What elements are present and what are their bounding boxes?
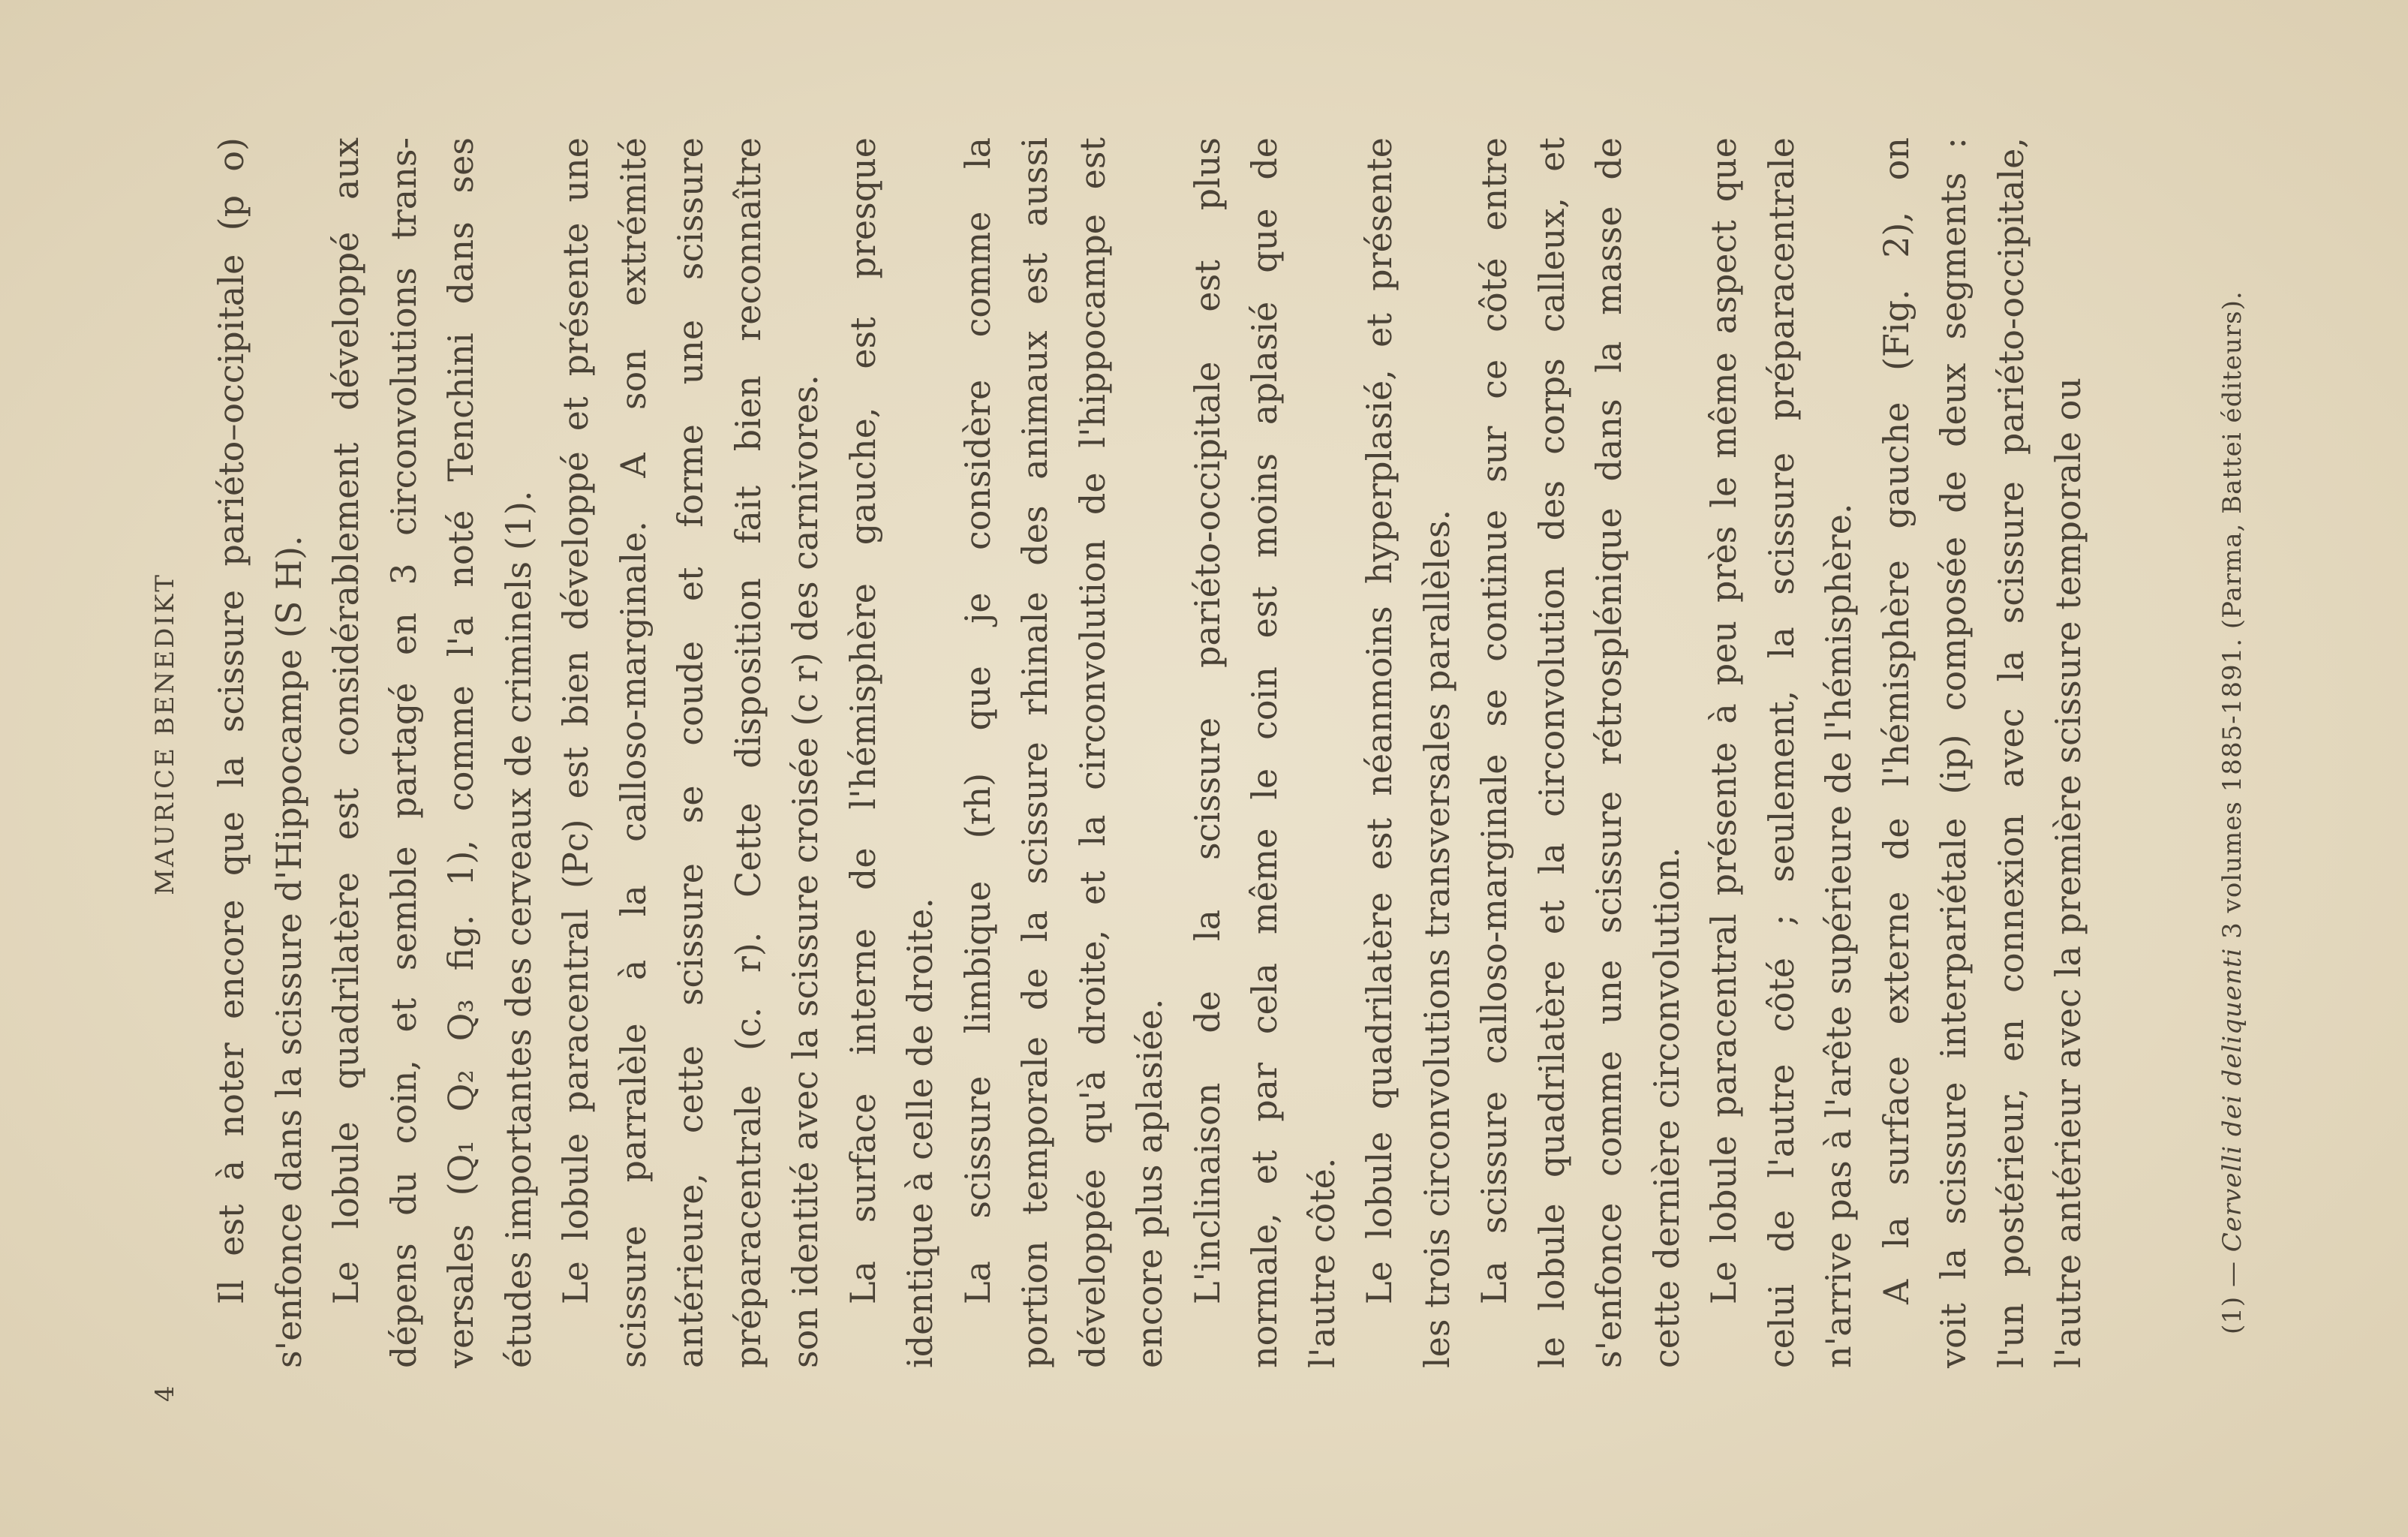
text-line: préparacentrale (c. r). Cette disposition fait bien reconnaître: [727, 137, 768, 1368]
footnote-marker: (1) —: [2217, 1261, 2247, 1334]
text-line: A la surface externe de l'hémisphère gauche (Fig. 2), on: [1875, 137, 1916, 1304]
text-line: antérieure, cette scissure se coude et forme une scissure: [670, 137, 711, 1368]
text-line: son identité avec la scissure croisée (c r) des carnivores.: [785, 374, 825, 1368]
body-text: [203, 137, 2097, 1368]
text-line: voit la scissure interpariétale (ip) composée de deux segments :: [1933, 137, 1974, 1368]
footnote-title: Cervelli dei deliquenti: [2217, 947, 2247, 1253]
text-line: normale, et par cela même le coin est moins aplasié que de: [1244, 137, 1285, 1368]
text-line: s'enfonce dans la scissure d'Hippocampe (S H).: [268, 535, 309, 1368]
text-line: les trois circonvolutions transversales parallèles.: [1416, 509, 1457, 1368]
text-line: La scissure calloso-marginale se continue sur ce côté entre: [1474, 137, 1514, 1304]
text-line: scissure parralèle à la calloso-marginale. A son extrémité: [612, 137, 654, 1368]
text-line: l'un postérieur, en connexion avec la scissure pariéto-occipitale,: [1990, 137, 2031, 1368]
text-line: l'autre antérieur avec la première scissure temporale ou: [2048, 377, 2088, 1368]
text-line: études importantes des cerveaux de criminels (1).: [498, 490, 539, 1368]
text-line: Le lobule quadrilatère est considérablement développé aux: [326, 137, 366, 1304]
page-header: [150, 66, 180, 1402]
text-line: cette dernière circonvolution.: [1646, 847, 1687, 1368]
text-line: La surface interne de l'hémisphère gauche, est presque: [842, 137, 883, 1304]
running-head: MAURICE BENEDIKT: [150, 573, 180, 895]
text-line: Le lobule quadrilatère est néanmoins hyperplasié, et présente: [1359, 137, 1399, 1304]
text-line: celui de l'autre côté ; seulement, la scissure préparacentrale: [1760, 137, 1802, 1368]
text-line: portion temporale de la scissure rhinale des animaux est aussi: [1015, 137, 1055, 1368]
text-line: identique à celle de droite.: [900, 898, 940, 1368]
text-line: L'inclinaison de la scissure pariéto-occipitale est plus: [1186, 137, 1228, 1304]
text-line: l'autre côté.: [1301, 1157, 1342, 1368]
text-line: Le lobule paracentral (Pc) est bien développé et présente une: [555, 137, 596, 1304]
text-line: La scissure limbique (rh) que je considère comme la: [957, 137, 998, 1304]
text-line: le lobule quadrilatère et la circonvolution des corps calleux, et: [1531, 137, 1572, 1368]
text-line: s'enfonce comme une scissure rétrosplénique dans la masse de: [1589, 137, 1629, 1368]
page-number: 4: [150, 1385, 180, 1402]
text-line: Il est à noter encore que la scissure pariéto–occipitale (p o): [211, 137, 251, 1304]
text-line: encore plus aplasiée.: [1129, 998, 1170, 1368]
text-line: n'arrive pas à l'arête supérieure de l'hémisphère.: [1818, 503, 1859, 1368]
footnote: [2217, 59, 2247, 1334]
footnote-rest: 3 volumes 1885-1891. (Parma, Battei éditeurs).: [2217, 290, 2247, 939]
text-line: développée qu'à droite, et la circonvolution de l'hippocampe est: [1072, 137, 1113, 1368]
text-line: dépens du coin, et semble partagé en 3 circonvolutions trans-: [383, 137, 424, 1368]
text-line: Le lobule paracentral présente à peu près le même aspect que: [1703, 137, 1744, 1304]
text-line: versales (Q₁ Q₂ Q₃ fig. 1), comme l'a noté Tenchini dans ses: [440, 137, 481, 1368]
